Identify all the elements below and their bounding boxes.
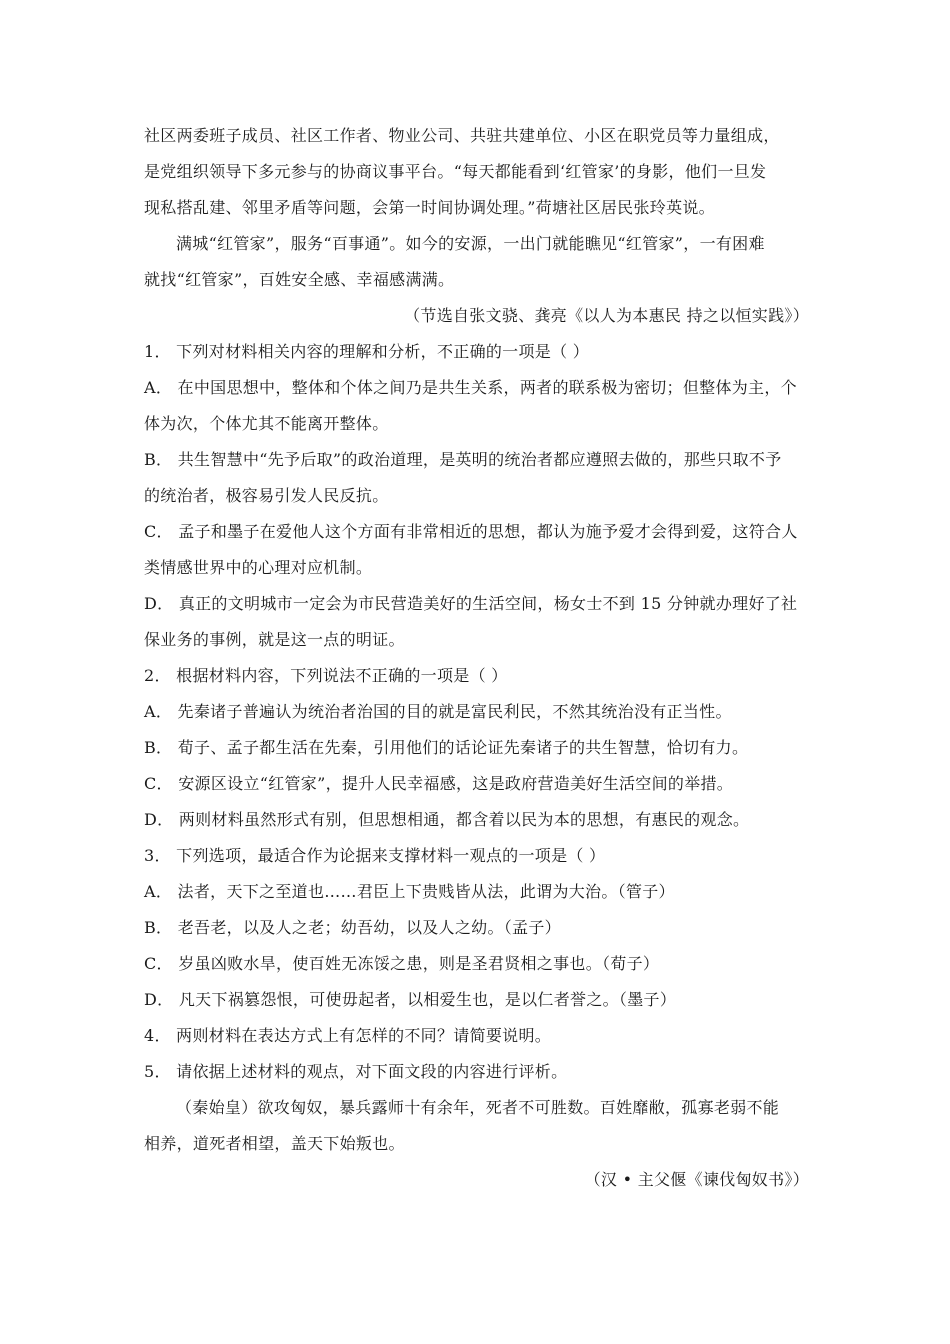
option-b: B． 老吾老，以及人之老；幼吾幼，以及人之幼。（孟子）	[144, 918, 561, 937]
quoted-passage-line: 相养，道死者相望，盖天下始叛也。	[144, 1134, 405, 1153]
question-1: 1． 下列对材料相关内容的理解和分析，不正确的一项是（ ）	[144, 342, 590, 361]
paragraph-line: 现私搭乱建、邻里矛盾等问题，会第一时间协调处理。”荷塘社区居民张玲英说。	[144, 198, 715, 217]
source-citation: （汉 • 主父偃《谏伐匈奴书》）	[584, 1170, 809, 1189]
paragraph-line: 是党组织领导下多元参与的协商议事平台。“每天都能看到‘红管家’的身影，他们一旦发	[144, 162, 767, 181]
option-b: B． 荀子、孟子都生活在先秦，引用他们的话论证先秦诸子的共生智慧，恰切有力。	[144, 738, 749, 757]
question-2: 2． 根据材料内容，下列说法不正确的一项是（ ）	[144, 666, 508, 685]
quoted-passage-line: （秦始皇）欲攻匈奴，暴兵露师十有余年，死者不可胜数。百姓靡敝，孤寡老弱不能	[176, 1098, 780, 1117]
option-a: A． 在中国思想中，整体和个体之间乃是共生关系，两者的联系极为密切；但整体为主，个	[144, 378, 797, 397]
option-c: C． 孟子和墨子在爱他人这个方面有非常相近的思想，都认为施予爱才会得到爱，这符合人	[144, 522, 798, 541]
paragraph-line: 社区两委班子成员、社区工作者、物业公司、共驻共建单位、小区在职党员等力量组成，	[144, 126, 780, 145]
option-d: D． 真正的文明城市一定会为市民营造美好的生活空间，杨女士不到 15 分钟就办理好了社	[144, 594, 798, 613]
option-c: C． 岁虽凶败水旱，使百姓无冻馁之患，则是圣君贤相之事也。（荀子）	[144, 954, 660, 973]
option-b: B． 共生智慧中“先予后取”的政治道理，是英明的统治者都应遵照去做的，那些只取不予	[144, 450, 782, 469]
option-c: C． 安源区设立“红管家”，提升人民幸福感，这是政府营造美好生活空间的举措。	[144, 774, 734, 793]
option-d: D． 两则材料虽然形式有别，但思想相通，都含着以民为本的思想，有惠民的观念。	[144, 810, 750, 829]
option-d: D． 凡天下祸篡怨恨，可使毋起者，以相爱生也，是以仁者誉之。（墨子）	[144, 990, 677, 1009]
option-c-cont: 类情感世界中的心理对应机制。	[144, 558, 373, 577]
option-a: A． 法者，天下之至道也……君臣上下贵贱皆从法，此谓为大治。（管子）	[144, 882, 675, 901]
option-b-cont: 的统治者，极容易引发人民反抗。	[144, 486, 389, 505]
option-a-cont: 体为次，个体尤其不能离开整体。	[144, 414, 389, 433]
document-page	[144, 118, 809, 1198]
question-4: 4． 两则材料在表达方式上有怎样的不同？请简要说明。	[144, 1026, 552, 1045]
option-a: A． 先秦诸子普遍认为统治者治国的目的就是富民利民，不然其统治没有正当性。	[144, 702, 732, 721]
option-d-cont: 保业务的事例，就是这一点的明证。	[144, 630, 405, 649]
paragraph-line: 满城“红管家”，服务“百事通”。如今的安源，一出门就能瞧见“红管家”，一有困难	[176, 234, 765, 253]
paragraph-line: 就找“红管家”，百姓安全感、幸福感满满。	[144, 270, 455, 289]
question-5: 5． 请依据上述材料的观点，对下面文段的内容进行评析。	[144, 1062, 568, 1081]
question-3: 3． 下列选项，最适合作为论据来支撑材料一观点的一项是（ ）	[144, 846, 606, 865]
source-citation: （节选自张文骁、龚亮《以人为本惠民 持之以恒实践》）	[404, 306, 809, 325]
